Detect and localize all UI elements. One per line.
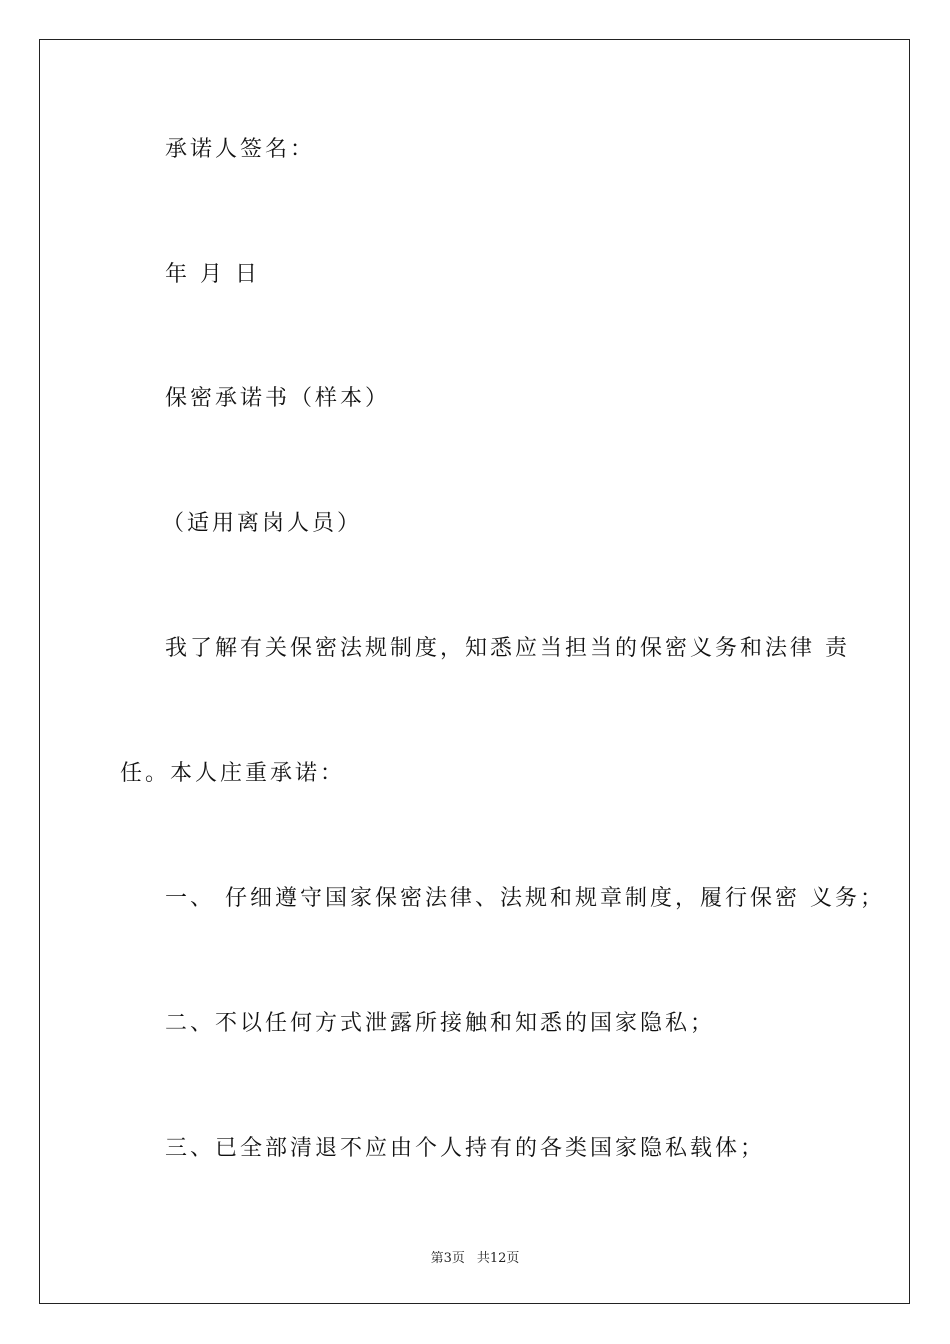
clause-item: 二、不以任何方式泄露所接触和知悉的国家隐私； (165, 1011, 716, 1036)
paragraph-line: 任。本人庄重承诺： (120, 761, 346, 786)
page-total: 共12页 (476, 1251, 520, 1266)
clause-item: 三、已全部清退不应由个人持有的各类国家隐私载体； (165, 1136, 766, 1161)
page-border (39, 39, 910, 1304)
page-number: 第3页 (430, 1251, 465, 1266)
document-title: 保密承诺书（样本） (165, 386, 391, 411)
page-footer (0, 1247, 950, 1266)
signature-line: 承诺人签名： (165, 137, 316, 162)
document-subtitle: （适用离岗人员） (162, 511, 363, 536)
paragraph-line: 我了解有关保密法规制度，知悉应当担当的保密义务和法律 责 (165, 636, 850, 661)
date-line: 年 月 日 (165, 262, 260, 287)
clause-item: 一、 仔细遵守国家保密法律、法规和规章制度，履行保密 义务； (165, 886, 885, 911)
